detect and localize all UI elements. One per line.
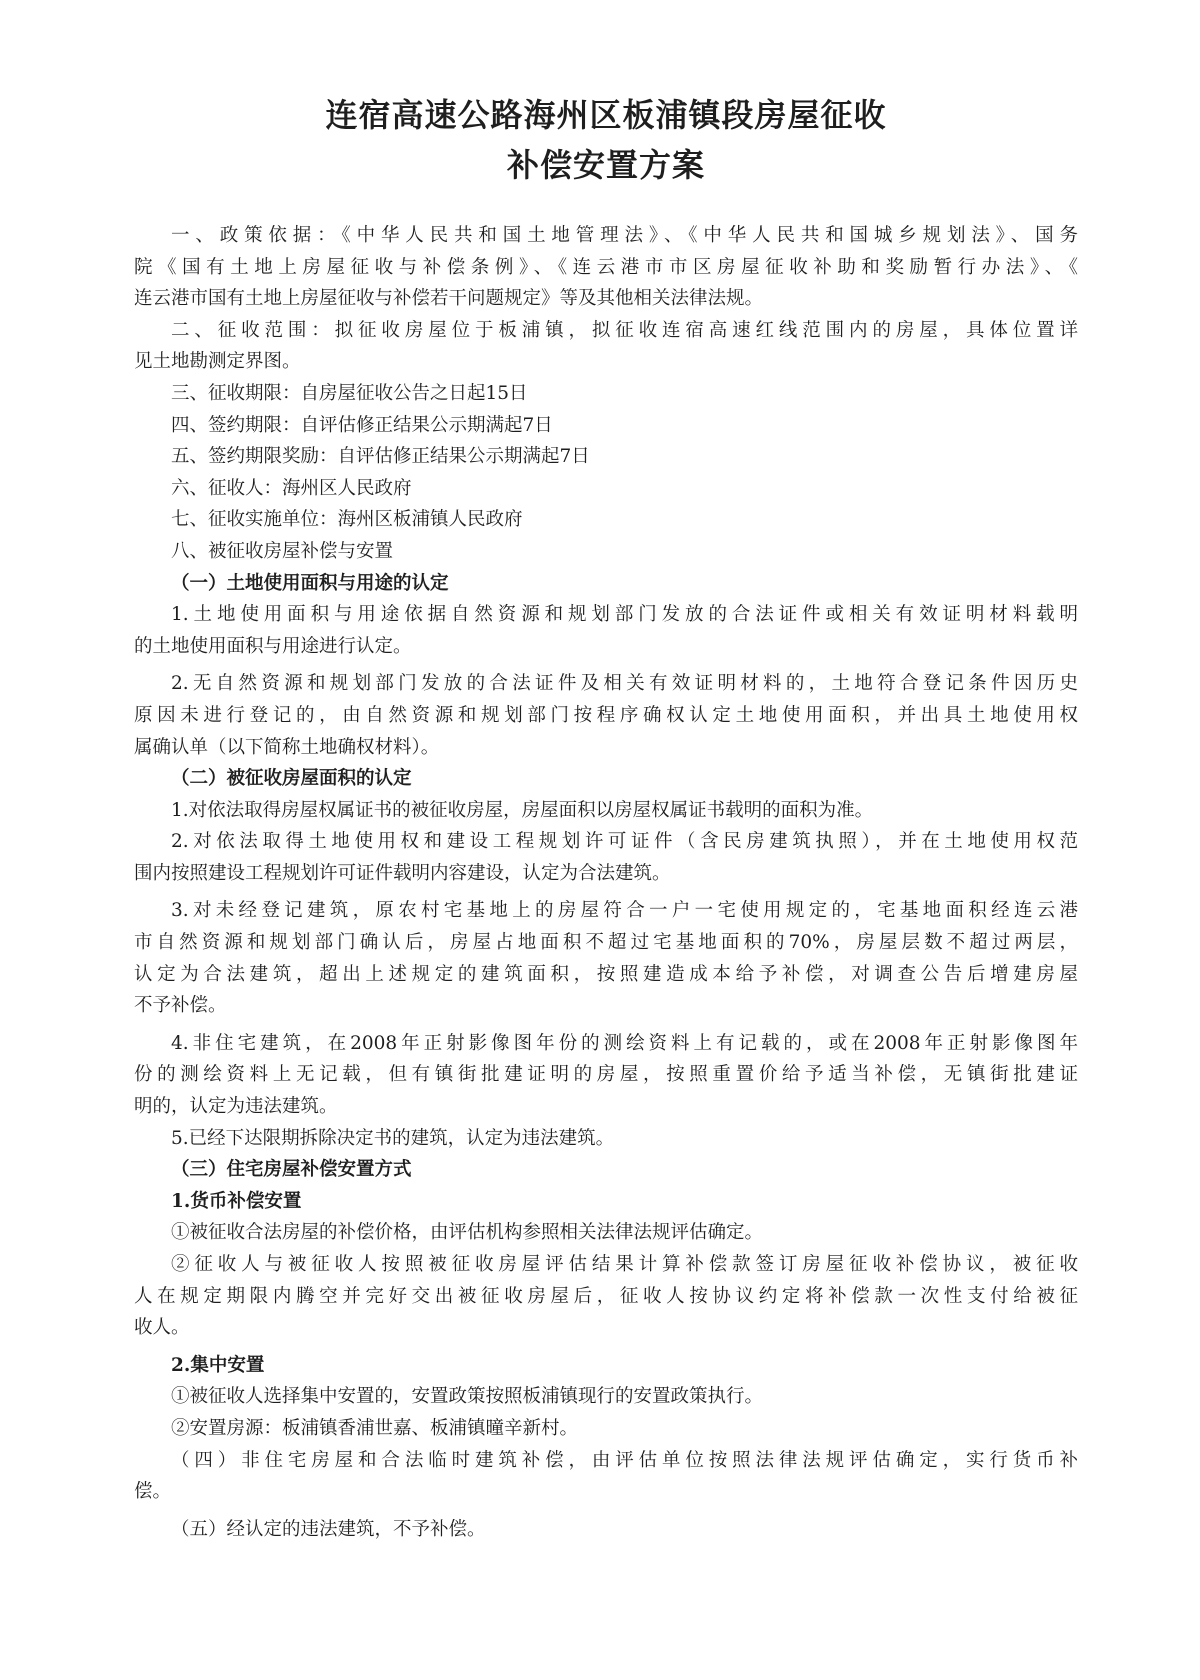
text-line: 一、政策依据：《中华人民共和国土地管理法》、《中华人民共和国城乡规划法》、国务 [171, 225, 1078, 246]
text-line: （四）非住宅房屋和合法临时建筑补偿，由评估单位按照法律法规评估确定，实行货币补 [171, 1449, 1078, 1471]
text-line: 偿。 [134, 1481, 172, 1503]
text-line: 四、签约期限：自评估修正结果公示期满起7日 [171, 414, 553, 436]
text-line: 八、被征收房屋补偿与安置 [171, 540, 394, 562]
text-line: 2.对依法取得土地使用权和建设工程规划许可证件（含民房建筑执照），并在土地使用权范 [171, 831, 1078, 853]
text-line: 院《国有土地上房屋征收与补偿条例》、《连云港市市区房屋征收补助和奖励暂行办法》、《 [134, 256, 1078, 278]
text-line: ②征收人与被征收人按照被征收房屋评估结果计算补偿款签订房屋征收补偿协议，被征收 [171, 1254, 1078, 1275]
text-line: 三、征收期限：自房屋征收公告之日起15日 [171, 382, 528, 404]
text-line: 属确认单（以下简称土地确权材料）。 [134, 736, 440, 758]
text-line: 围内按照建设工程规划许可证件载明内容建设，认定为合法建筑。 [134, 862, 671, 884]
document-title [134, 90, 1078, 190]
text-line: 认定为合法建筑，超出上述规定的建筑面积，按照建造成本给予补偿，对调查公告后增建房屋 [134, 963, 1078, 985]
text-line: 人在规定期限内腾空并完好交出被征收房屋后，征收人按协议约定将补偿款一次性支付给被征 [134, 1285, 1078, 1307]
text-line: （五）经认定的违法建筑，不予补偿。 [171, 1518, 486, 1540]
text-line: （一）土地使用面积与用途的认定 [171, 572, 449, 594]
text-line: 五、签约期限奖励：自评估修正结果公示期满起7日 [171, 446, 590, 468]
text-line: 市自然资源和规划部门确认后，房屋占地面积不超过宅基地面积的70%，房屋层数不超过两层， [134, 932, 1078, 954]
text-line: 1.对依法取得房屋权属证书的被征收房屋，房屋面积以房屋权属证书载明的面积为准。 [171, 799, 874, 821]
text-line: 2.集中安置 [171, 1354, 265, 1376]
text-line: ①被征收人选择集中安置的，安置政策按照板浦镇现行的安置政策执行。 [171, 1386, 764, 1408]
text-line: 份的测绘资料上无记载，但有镇街批建证明的房屋，按照重置价给予适当补偿，无镇街批建证 [134, 1064, 1078, 1086]
text-line: 的土地使用面积与用途进行认定。 [134, 635, 412, 657]
text-line: （二）被征收房屋面积的认定 [171, 768, 412, 790]
text-line: 二、征收范围：拟征收房屋位于板浦镇，拟征收连宿高速红线范围内的房屋，具体位置详 [171, 319, 1078, 341]
text-line: 连云港市国有土地上房屋征收与补偿若干问题规定》等及其他相关法律法规。 [134, 288, 764, 310]
text-line: ②安置房源：板浦镇香浦世嘉、板浦镇曈辛新村。 [171, 1417, 579, 1439]
text-line: 1.货币补偿安置 [171, 1190, 302, 1212]
text-line: 七、征收实施单位：海州区板浦镇人民政府 [171, 509, 523, 531]
text-line: 不予补偿。 [134, 995, 227, 1017]
text-line: 收人。 [134, 1317, 190, 1339]
text-line: （三）住宅房屋补偿安置方式 [171, 1159, 412, 1181]
text-line: 1.土地使用面积与用途依据自然资源和规划部门发放的合法证件或相关有效证明材料载明 [171, 604, 1078, 626]
text-line: 明的，认定为违法建筑。 [134, 1096, 338, 1118]
title-line-2: 补偿安置方案 [506, 146, 705, 184]
text-line: 见土地勘测定界图。 [134, 351, 301, 373]
text-line: 六、征收人：海州区人民政府 [171, 477, 412, 499]
text-line: 3.对未经登记建筑，原农村宅基地上的房屋符合一户一宅使用规定的，宅基地面积经连云港 [171, 900, 1078, 922]
text-line: 2.无自然资源和规划部门发放的合法证件及相关有效证明材料的，土地符合登记条件因历史 [171, 673, 1078, 695]
text-line: 4.非住宅建筑，在2008年正射影像图年份的测绘资料上有记载的，或在2008年正射影像图年 [171, 1032, 1078, 1054]
text-line: 原因未进行登记的，由自然资源和规划部门按程序确权认定土地使用面积，并出具土地使用权 [134, 704, 1078, 726]
text-line: 5.已经下达限期拆除决定书的建筑，认定为违法建筑。 [171, 1127, 615, 1149]
title-line-1: 连宿高速公路海州区板浦镇段房屋征收 [325, 96, 887, 134]
text-line: ①被征收合法房屋的补偿价格，由评估机构参照相关法律法规评估确定。 [171, 1222, 764, 1244]
document-body [134, 220, 1078, 1545]
